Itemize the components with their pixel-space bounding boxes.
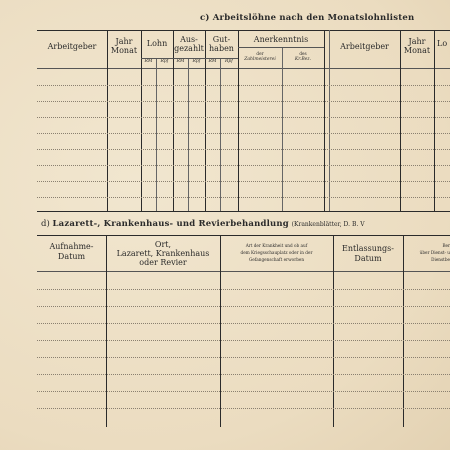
section-c-bottom-border — [37, 211, 450, 212]
header-jahr-2: Jahr — [408, 37, 426, 46]
header-arbeitgeber-2: Arbeitgeber — [340, 42, 389, 51]
unit-rm: RM — [144, 59, 153, 64]
header-entlassung-1: Entlassungs- — [342, 244, 394, 253]
header-krankheit-3: Gefangenschaft erworben — [248, 257, 305, 262]
header-des: des — [299, 51, 307, 56]
row-line — [37, 181, 450, 182]
col-divider — [156, 58, 157, 211]
header-ort-2: Lazarett, Krankenhaus — [116, 249, 210, 258]
header-monat: Monat — [110, 46, 138, 55]
row-line — [37, 165, 450, 166]
section-d-top-border — [37, 235, 450, 236]
header-ort-3: oder Revier — [139, 258, 187, 267]
col-divider — [324, 30, 325, 211]
section-c-top-border — [37, 30, 450, 31]
anerkenntnis-sub-divider — [238, 47, 324, 48]
row-line — [37, 391, 450, 392]
lohn-sub-divider — [141, 58, 238, 59]
header-aufnahme-1: Aufnahme- — [49, 242, 94, 251]
header-monat-2: Monat — [403, 46, 431, 55]
header-guthaben-1: Gut- — [212, 35, 231, 44]
row-line — [37, 117, 450, 118]
header-bericht-3: Dienstbe — [431, 257, 450, 262]
row-line — [37, 133, 450, 134]
header-bericht-1: Ber — [442, 243, 450, 248]
header-der: der — [256, 51, 264, 56]
header-lohn-2: Lo — [437, 39, 448, 48]
header-arbeitgeber: Arbeitgeber — [47, 42, 97, 51]
col-divider — [333, 235, 334, 427]
row-line — [37, 306, 450, 307]
header-guthaben-2: haben — [209, 44, 234, 53]
header-ort-1: Ort, — [154, 240, 172, 249]
section-c-title: c) Arbeitslöhne nach den Monatslohnlisten — [200, 13, 415, 23]
header-entlassung-2: Datum — [354, 254, 382, 263]
col-divider — [329, 30, 330, 211]
row-line — [37, 408, 450, 409]
header-lohn: Lohn — [146, 39, 168, 48]
col-divider — [220, 235, 221, 427]
unit-rm: RM — [176, 59, 185, 64]
header-krankheit-1: Art der Krankheit und ob auf — [245, 243, 308, 248]
row-line — [37, 149, 450, 150]
col-divider — [282, 47, 283, 211]
section-c-header-divider — [37, 68, 450, 69]
section-d-title: d) Lazarett-, Krankenhaus- und Revierbehandlung (Krankenblätter, D. B. V — [41, 219, 365, 229]
header-ausgezahlt-1: Aus- — [180, 35, 198, 44]
header-anerkenntnis: Anerkenntnis — [253, 35, 309, 44]
unit-rpf: Rpf — [160, 59, 169, 64]
unit-rpf: Rpf — [192, 59, 201, 64]
row-line — [37, 357, 450, 358]
unit-rpf: Rpf — [225, 59, 233, 64]
col-divider — [188, 58, 189, 211]
header-krbez: Kr.Bez. — [294, 57, 312, 62]
header-ausgezahlt-2: gezahlt — [174, 44, 204, 53]
header-zahlmeisterei: Zahlmeisterei — [244, 57, 276, 62]
row-line — [37, 374, 450, 375]
row-line — [37, 289, 450, 290]
row-line — [37, 340, 450, 341]
row-line — [37, 323, 450, 324]
row-line — [37, 197, 450, 198]
row-line — [37, 101, 450, 102]
col-divider — [107, 30, 108, 211]
col-divider — [403, 235, 404, 427]
section-d-header-divider — [37, 271, 450, 272]
unit-rm: RM — [208, 59, 217, 64]
header-krankheit-2: dem Kriegsschauplatz oder in der — [240, 250, 313, 255]
header-aufnahme-2: Datum — [57, 252, 86, 261]
header-jahr: Jahr — [115, 37, 133, 46]
col-divider — [400, 30, 401, 211]
header-bericht-2: über Dienst- u — [419, 250, 450, 255]
col-divider — [220, 58, 221, 211]
col-divider — [434, 30, 435, 211]
row-line — [37, 85, 450, 86]
